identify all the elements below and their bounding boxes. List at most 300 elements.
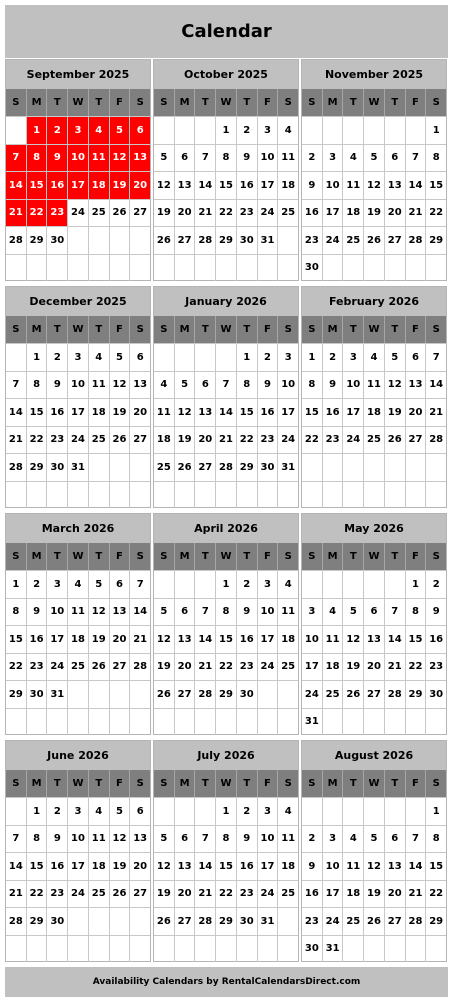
day-cell: 18 [89,399,110,426]
weekday-label: T [195,89,216,116]
weekday-label: T [343,543,364,570]
week-row [302,481,446,509]
empty-day-cell [323,454,344,481]
day-cell: 26 [364,908,385,935]
empty-day-cell [385,482,406,509]
day-cell: 11 [89,826,110,853]
day-cell: 1 [27,798,48,825]
empty-day-cell [154,936,175,963]
day-cell: 26 [364,227,385,254]
empty-day-cell [258,709,279,736]
weekday-label: F [110,89,131,116]
week-row [154,570,298,598]
day-cell: 24 [68,200,89,227]
empty-day-cell [68,681,89,708]
empty-day-cell [68,709,89,736]
day-cell: 16 [237,626,258,653]
week-row [154,880,298,908]
day-cell: 18 [281,179,296,191]
day-cell: 6 [175,599,196,626]
day-cell: 16 [237,172,258,199]
footer-credit: Availability Calendars by RentalCalendarsDirect.com [5,967,448,997]
day-cell: 1 [432,124,440,136]
day-cell: 5 [89,571,110,598]
empty-day-cell [216,344,237,371]
empty-day-cell [323,709,344,736]
day-cell: 7 [6,372,27,399]
day-cell: 19 [175,427,196,454]
day-cell: 28 [216,454,237,481]
empty-day-cell [278,227,298,254]
week-row [6,880,150,908]
day-cell: 28 [406,908,427,935]
day-cell: 23 [47,427,68,454]
weekday-label: S [154,543,175,570]
empty-day-cell [385,936,406,963]
day-cell: 18 [89,853,110,880]
day-cell: 27 [195,454,216,481]
day-cell: 15 [237,399,258,426]
booked-day-cell: 1 [27,117,48,144]
week-row [302,144,446,172]
day-cell: 25 [281,207,296,219]
day-cell: 10 [281,379,296,391]
day-cell: 9 [47,826,68,853]
day-cell: 30 [237,681,258,708]
empty-day-cell [343,482,364,509]
day-cell: 8 [432,152,440,164]
day-cell: 7 [136,578,144,590]
weekday-label: W [364,770,385,797]
weekday-label: T [385,316,406,343]
empty-day-cell [385,571,406,598]
day-cell: 22 [216,881,237,908]
day-cell: 16 [47,853,68,880]
day-cell: 23 [323,427,344,454]
day-cell: 14 [195,853,216,880]
day-cell: 26 [343,681,364,708]
booked-day-cell: 20 [130,172,150,199]
day-cell: 14 [6,399,27,426]
day-cell: 16 [429,633,444,645]
day-cell: 4 [343,145,364,172]
week-row [6,935,150,963]
day-cell: 17 [343,399,364,426]
week-row [154,825,298,853]
day-cell: 12 [175,399,196,426]
weekday-label: T [237,316,258,343]
week-row [302,907,446,935]
week-row [154,935,298,963]
empty-day-cell [110,908,131,935]
empty-day-cell [237,936,258,963]
day-cell: 20 [364,654,385,681]
month-title: January 2026 [154,287,298,316]
day-cell: 2 [47,798,68,825]
day-cell: 20 [133,860,148,872]
empty-day-cell [130,255,150,282]
day-cell: 8 [432,833,440,845]
day-cell: 12 [343,626,364,653]
day-cell: 3 [302,599,323,626]
day-cell: 27 [110,654,131,681]
day-cell: 14 [406,853,427,880]
empty-day-cell [154,482,175,509]
empty-day-cell [27,709,48,736]
day-cell: 9 [302,853,323,880]
day-cell: 28 [195,681,216,708]
weekday-label: W [216,543,237,570]
empty-day-cell [130,227,150,254]
weekday-label: F [258,543,279,570]
day-cell: 10 [47,599,68,626]
day-cell: 31 [281,461,296,473]
booked-day-cell: 10 [68,145,89,172]
day-cell: 17 [258,626,279,653]
weekday-label: F [110,543,131,570]
weekday-header-row [154,89,298,116]
day-cell: 9 [237,826,258,853]
empty-day-cell [154,117,175,144]
booked-day-cell: 12 [110,145,131,172]
day-cell: 1 [27,344,48,371]
week-row [154,708,298,736]
day-cell: 20 [385,200,406,227]
month-title: April 2026 [154,514,298,543]
empty-day-cell [323,255,344,282]
day-cell: 30 [47,908,68,935]
weekday-header-row [6,543,150,570]
weekday-label: T [47,316,68,343]
empty-day-cell [278,908,298,935]
day-cell: 20 [175,654,196,681]
week-row [154,907,298,935]
day-cell: 13 [406,372,427,399]
booked-day-cell: 17 [68,172,89,199]
empty-day-cell [323,482,344,509]
day-cell: 18 [281,860,296,872]
week-row [154,226,298,254]
month-calendar [153,513,299,735]
day-cell: 16 [258,399,279,426]
week-row [154,852,298,880]
empty-day-cell [364,454,385,481]
empty-day-cell [154,798,175,825]
day-cell: 7 [195,826,216,853]
weekday-label: S [284,324,292,335]
booked-day-cell: 23 [47,200,68,227]
day-cell: 8 [216,826,237,853]
weekday-label: S [6,543,27,570]
day-cell: 11 [281,833,296,845]
weekday-label: F [258,770,279,797]
empty-day-cell [110,255,131,282]
day-cell: 11 [68,599,89,626]
empty-day-cell [364,798,385,825]
day-cell: 11 [364,372,385,399]
day-cell: 24 [323,908,344,935]
day-cell: 30 [302,936,323,963]
weekday-label: F [110,770,131,797]
day-cell: 12 [89,599,110,626]
weekday-label: T [385,89,406,116]
week-row [302,708,446,736]
weekday-label: M [175,770,196,797]
day-cell: 27 [364,681,385,708]
day-cell: 16 [302,200,323,227]
weekday-label: S [136,324,144,335]
day-cell: 27 [406,427,427,454]
day-cell: 4 [284,124,292,136]
empty-day-cell [130,482,150,509]
weekday-label: S [6,316,27,343]
week-row [6,625,150,653]
empty-day-cell [343,936,364,963]
day-cell: 24 [343,427,364,454]
empty-day-cell [68,908,89,935]
day-cell: 13 [133,833,148,845]
day-cell: 4 [323,599,344,626]
day-cell: 24 [258,881,279,908]
day-cell: 28 [429,434,444,446]
day-cell: 5 [343,599,364,626]
weekday-label: W [216,316,237,343]
empty-day-cell [406,798,427,825]
weekday-label: T [237,543,258,570]
day-cell: 21 [216,427,237,454]
week-row [302,797,446,825]
week-row [302,398,446,426]
week-row [6,199,150,227]
day-cell: 17 [68,399,89,426]
week-row [6,343,150,371]
day-cell: 13 [110,599,131,626]
booked-day-cell: 9 [47,145,68,172]
weekday-label: M [323,770,344,797]
day-cell: 25 [281,888,296,900]
empty-day-cell [68,227,89,254]
day-cell: 25 [89,200,110,227]
empty-day-cell [323,571,344,598]
day-cell: 9 [27,599,48,626]
day-cell: 5 [175,372,196,399]
day-cell: 12 [385,372,406,399]
day-cell: 8 [27,372,48,399]
booked-day-cell: 5 [110,117,131,144]
week-row [302,254,446,282]
day-cell: 11 [323,626,344,653]
empty-day-cell [343,709,364,736]
day-cell: 10 [343,372,364,399]
day-cell: 20 [175,881,196,908]
day-cell: 9 [237,599,258,626]
day-cell: 2 [47,344,68,371]
empty-day-cell [89,908,110,935]
empty-day-cell [343,255,364,282]
weekday-label: T [385,770,406,797]
month-title: August 2026 [302,741,446,770]
weekday-header-row [6,89,150,116]
empty-day-cell [89,681,110,708]
month-calendar [301,286,447,508]
weekday-label: T [47,89,68,116]
week-row [6,453,150,481]
empty-day-cell [175,344,196,371]
empty-day-cell [406,482,427,509]
empty-day-cell [323,117,344,144]
empty-day-cell [364,936,385,963]
empty-day-cell [195,117,216,144]
day-cell: 15 [6,626,27,653]
day-cell: 26 [110,881,131,908]
day-cell: 30 [47,454,68,481]
weekday-label: S [6,89,27,116]
empty-day-cell [110,454,131,481]
day-cell: 6 [110,571,131,598]
empty-day-cell [47,482,68,509]
day-cell: 23 [258,427,279,454]
day-cell: 9 [237,145,258,172]
day-cell: 1 [216,571,237,598]
day-cell: 9 [432,606,440,618]
empty-day-cell [278,936,298,963]
day-cell: 21 [429,406,444,418]
day-cell: 7 [195,599,216,626]
day-cell: 31 [258,227,279,254]
month-title: December 2025 [6,287,150,316]
empty-day-cell [27,255,48,282]
day-cell: 22 [27,881,48,908]
day-cell: 5 [385,344,406,371]
weekday-header-row [302,89,446,116]
day-cell: 20 [385,881,406,908]
empty-day-cell [6,798,27,825]
day-cell: 28 [6,908,27,935]
day-cell: 11 [343,172,364,199]
week-row [302,880,446,908]
week-row [302,852,446,880]
day-cell: 26 [385,427,406,454]
empty-day-cell [175,482,196,509]
day-cell: 12 [110,826,131,853]
day-cell: 24 [323,227,344,254]
day-cell: 31 [302,709,323,736]
day-cell: 16 [302,881,323,908]
day-cell: 2 [323,344,344,371]
day-cell: 27 [133,434,148,446]
day-cell: 24 [47,654,68,681]
day-cell: 2 [302,826,323,853]
day-cell: 22 [237,427,258,454]
day-cell: 16 [47,399,68,426]
weekday-label: W [216,89,237,116]
booked-day-cell: 21 [6,200,27,227]
weekday-label: S [432,551,440,562]
month-calendar [5,59,151,281]
day-cell: 13 [175,626,196,653]
day-cell: 22 [429,888,444,900]
day-cell: 12 [154,626,175,653]
month-title: March 2026 [6,514,150,543]
weekday-label: T [237,770,258,797]
day-cell: 19 [154,200,175,227]
week-row [154,199,298,227]
day-cell: 21 [6,881,27,908]
week-row [6,680,150,708]
weekday-label: T [195,543,216,570]
day-cell: 27 [133,207,148,219]
empty-day-cell [364,482,385,509]
day-cell: 30 [237,227,258,254]
month-calendar [153,740,299,962]
empty-day-cell [385,454,406,481]
day-cell: 4 [284,578,292,590]
day-cell: 17 [47,626,68,653]
day-cell: 22 [406,654,427,681]
day-cell: 22 [216,200,237,227]
day-cell: 30 [27,681,48,708]
empty-day-cell [258,255,279,282]
week-row [6,144,150,172]
empty-day-cell [130,454,150,481]
day-cell: 14 [133,606,148,618]
day-cell: 14 [216,399,237,426]
weekday-label: T [195,770,216,797]
day-cell: 30 [429,688,444,700]
day-cell: 28 [6,227,27,254]
empty-day-cell [406,117,427,144]
day-cell: 26 [154,227,175,254]
empty-day-cell [68,255,89,282]
month-calendar [5,286,151,508]
week-row [302,680,446,708]
weekday-label: S [284,97,292,108]
empty-day-cell [27,936,48,963]
day-cell: 9 [302,172,323,199]
empty-day-cell [6,709,27,736]
day-cell: 6 [175,145,196,172]
weekday-label: S [432,324,440,335]
day-cell: 2 [237,117,258,144]
day-cell: 20 [175,200,196,227]
week-row [302,598,446,626]
day-cell: 1 [302,344,323,371]
empty-day-cell [195,255,216,282]
week-row [6,398,150,426]
day-cell: 4 [89,798,110,825]
day-cell: 7 [432,351,440,363]
week-row [154,426,298,454]
day-cell: 17 [323,200,344,227]
day-cell: 7 [406,826,427,853]
booked-day-cell: 7 [6,145,27,172]
day-cell: 20 [195,427,216,454]
week-row [6,570,150,598]
day-cell: 7 [195,145,216,172]
day-cell: 26 [89,654,110,681]
week-row [302,226,446,254]
empty-day-cell [216,482,237,509]
weekday-label: M [27,543,48,570]
day-cell: 15 [216,853,237,880]
weekday-label: F [406,89,427,116]
week-row [154,653,298,681]
empty-day-cell [110,936,131,963]
day-cell: 11 [281,152,296,164]
weekday-label: F [406,316,427,343]
day-cell: 26 [110,200,131,227]
month-calendar [301,59,447,281]
